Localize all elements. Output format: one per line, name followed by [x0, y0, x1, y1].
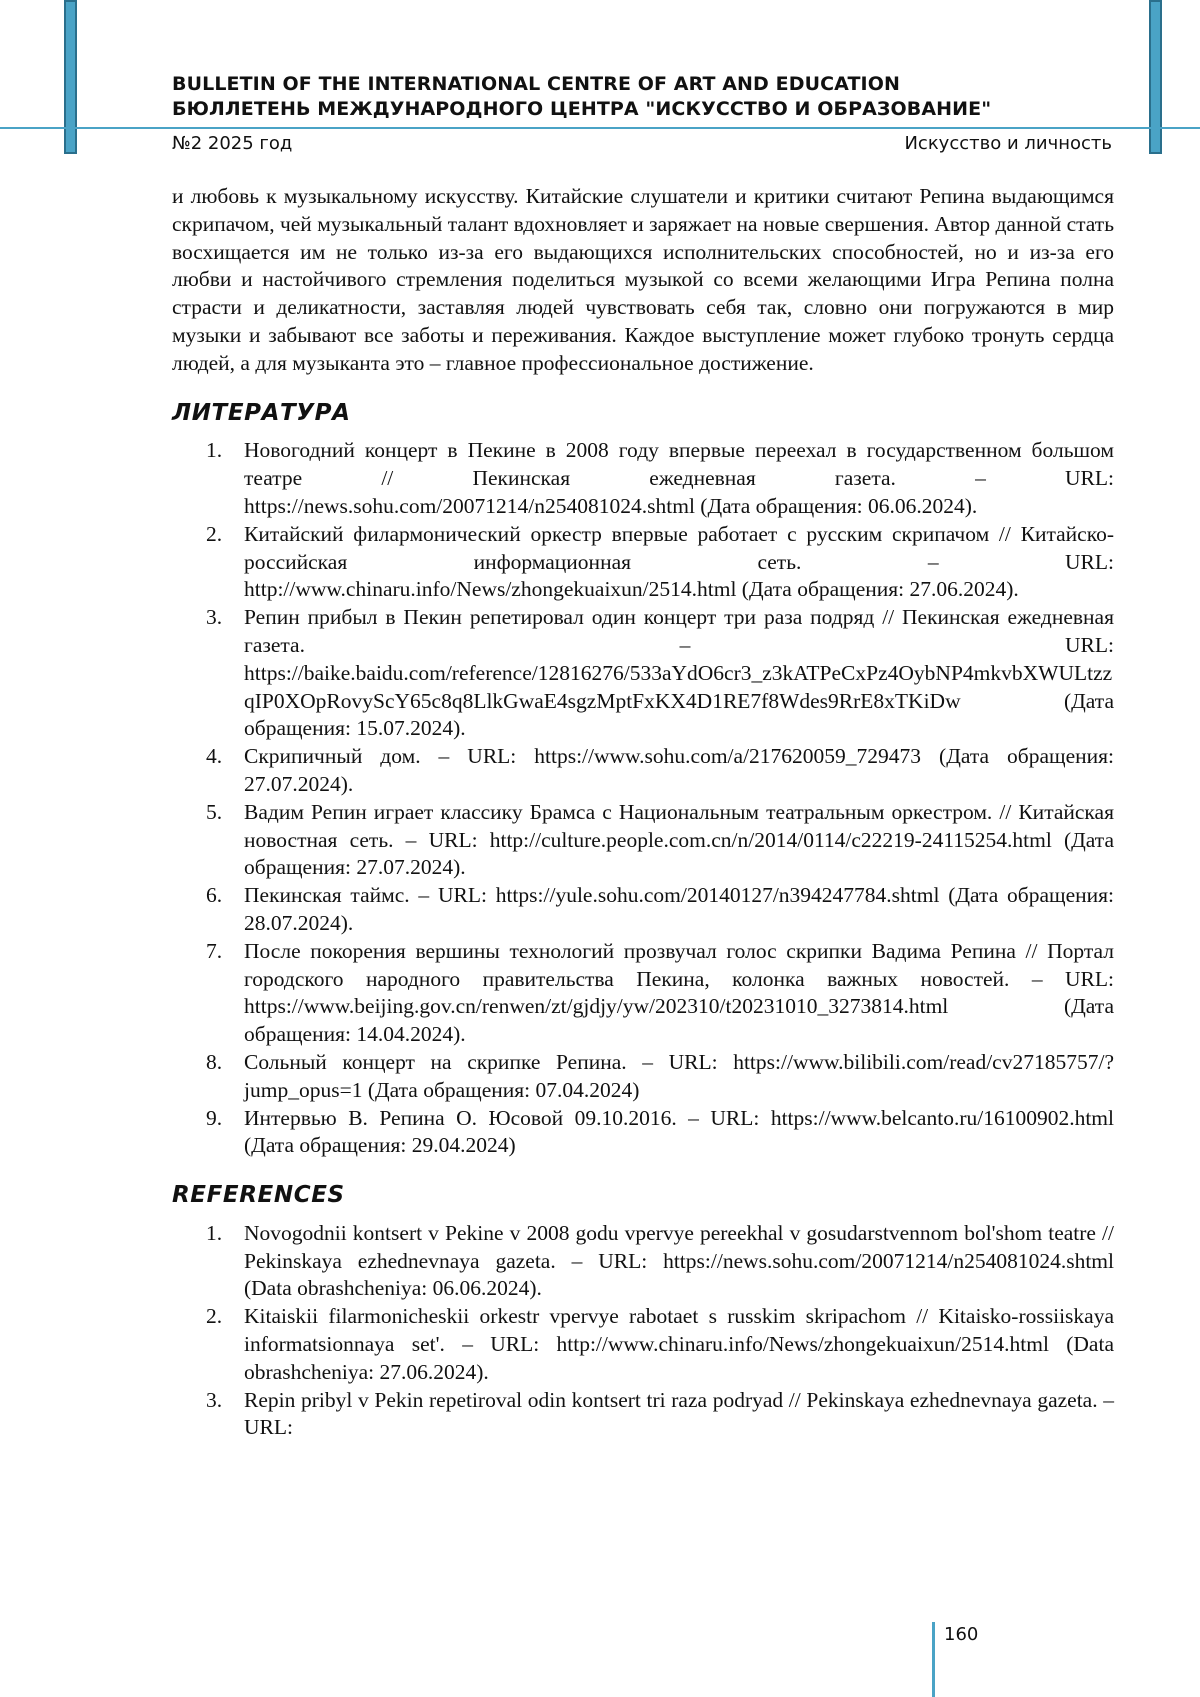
body-paragraph: и любовь к музыкальному искусству. Китайские слушатели и критики считают Репина выдающимся скрипачом, чей музыкальный талант вдохновляет и заряжает на новые свершения. Автор данной стать восхищается им не только из-за его выдающихся исполнительских способностей, но и из-за его любви и настойчивого стремления поделиться музыкой со всеми желающими Игра Репина полна страсти и деликатности, заставляя людей чувствовать себя так, словно они погружаются в мир музыки и забывают все заботы и переживания. Каждое выступление может глубоко тронуть сердца людей, а для музыканта это – главное профессиональное достижение.: [172, 184, 1114, 375]
literature-item: 4. Скрипичный дом. – URL: https://www.sohu.com/a/217620059_729473 (Дата обращения: 27.07.2024).: [206, 744, 1114, 796]
literature-item: 6. Пекинская таймс. – URL: https://yule.sohu.com/20140127/n394247784.shtml (Дата обращения: 28.07.2024).: [206, 883, 1114, 935]
journal-title-en: BULLETIN OF THE INTERNATIONAL CENTRE OF ART AND EDUCATION: [172, 73, 900, 95]
reference-item: 2. Kitaiskii filarmonicheskii orkestr vpervye rabotaet s russkim skripachom // Kitaisko-rossiiskaya informatsionnaya set'. – URL: http://www.chinaru.info/News/zhongekuaixun/2514.html (Data obrashcheniya: 27.06.2024).: [206, 1304, 1114, 1384]
literature-item: 1. Новогодний концерт в Пекине в 2008 году впервые переехал в государственном большом театре // Пекинская ежедневная газета. – URL: https://news.sohu.com/20071214/n254081024.shtml (Дата обращения: 06.06.2024).: [206, 438, 1114, 518]
section-name: Искусство и личность: [904, 133, 1112, 154]
page-number: 160: [944, 1624, 979, 1645]
header-left-bar: [64, 0, 77, 154]
literature-item: 2. Китайский филармонический оркестр впервые работает с русским скрипачом // Китайско-российская информационная сеть. – URL: http://www.chinaru.info/News/zhongekuaixun/2514.html (Дата обращения: 27.06.2024).: [206, 521, 1114, 602]
literature-item: 8. Сольный концерт на скрипке Репина. – URL: https://www.bilibili.com/read/cv27185757/?jump_opus=1 (Дата обращения: 07.04.2024): [206, 1049, 1114, 1102]
literature-item: 7. После покорения вершины технологий прозвучал голос скрипки Вадима Репина // Портал городского народного правительства Пекина, колонка важных новостей. – URL: https://www.beijing.gov.cn/renwen/zt/gjdjy/yw/202310/t20231010_3273814.html (Дата обращения: 14.04.2024).: [206, 938, 1114, 1047]
header-right-bar: [1149, 0, 1162, 154]
references-heading: REFERENCES: [172, 1182, 345, 1209]
journal-header: [172, 72, 1112, 122]
issue-meta: [172, 133, 1112, 154]
literature-heading: ЛИТЕРАТУРА: [172, 399, 351, 426]
page-number-rule: [932, 1622, 935, 1697]
literature-item: 5. Вадим Репин играет классику Брамса с Национальным театральным оркестром. // Китайская новостная сеть. – URL: http://culture.people.com.cn/n/2014/0114/c22219-24115254.html (Дата обращения: 27.07.2024).: [206, 799, 1114, 880]
references-list: [172, 1220, 1114, 1442]
literature-item: 9. Интервью В. Репина О. Юсовой 09.10.2016. – URL: https://www.belcanto.ru/16100902.html (Дата обращения: 29.04.2024): [206, 1105, 1114, 1158]
literature-item: 3. Репин прибыл в Пекин репетировал один концерт три раза подряд // Пекинская ежедневная газета. – URL: https://baike.baidu.com/reference/12816276/533aYdO6cr3_z3kATPeCxPz4OybNP4mkvbXWULtzzqIP0XOpRovyScY65c8q8LlkGwaE4sgzMptFxKX4D1RE7f8Wdes9RrE8xTKiDw (Дата обращения: 15.07.2024).: [206, 605, 1114, 741]
reference-item: 3. Repin pribyl v Pekin repetiroval odin kontsert tri raza podryad // Pekinskaya ezhednevnaya gazeta. – URL:: [206, 1387, 1114, 1440]
reference-item: 1. Novogodnii kontsert v Pekine v 2008 godu vpervye pereekhal v gosudarstvennom bol'shom teatre // Pekinskaya ezhednevnaya gazeta. – URL: https://news.sohu.com/20071214/n254081024.shtml (Data obrashcheniya: 06.06.2024).: [206, 1220, 1114, 1301]
issue-number: №2 2025 год: [172, 133, 293, 154]
journal-title-ru: БЮЛЛЕТЕНЬ МЕЖДУНАРОДНОГО ЦЕНТРА "ИСКУССТВО И ОБРАЗОВАНИЕ": [172, 98, 992, 120]
page-content: [172, 183, 1114, 1442]
header-rule: [0, 127, 1200, 129]
literature-list: [172, 437, 1114, 1160]
